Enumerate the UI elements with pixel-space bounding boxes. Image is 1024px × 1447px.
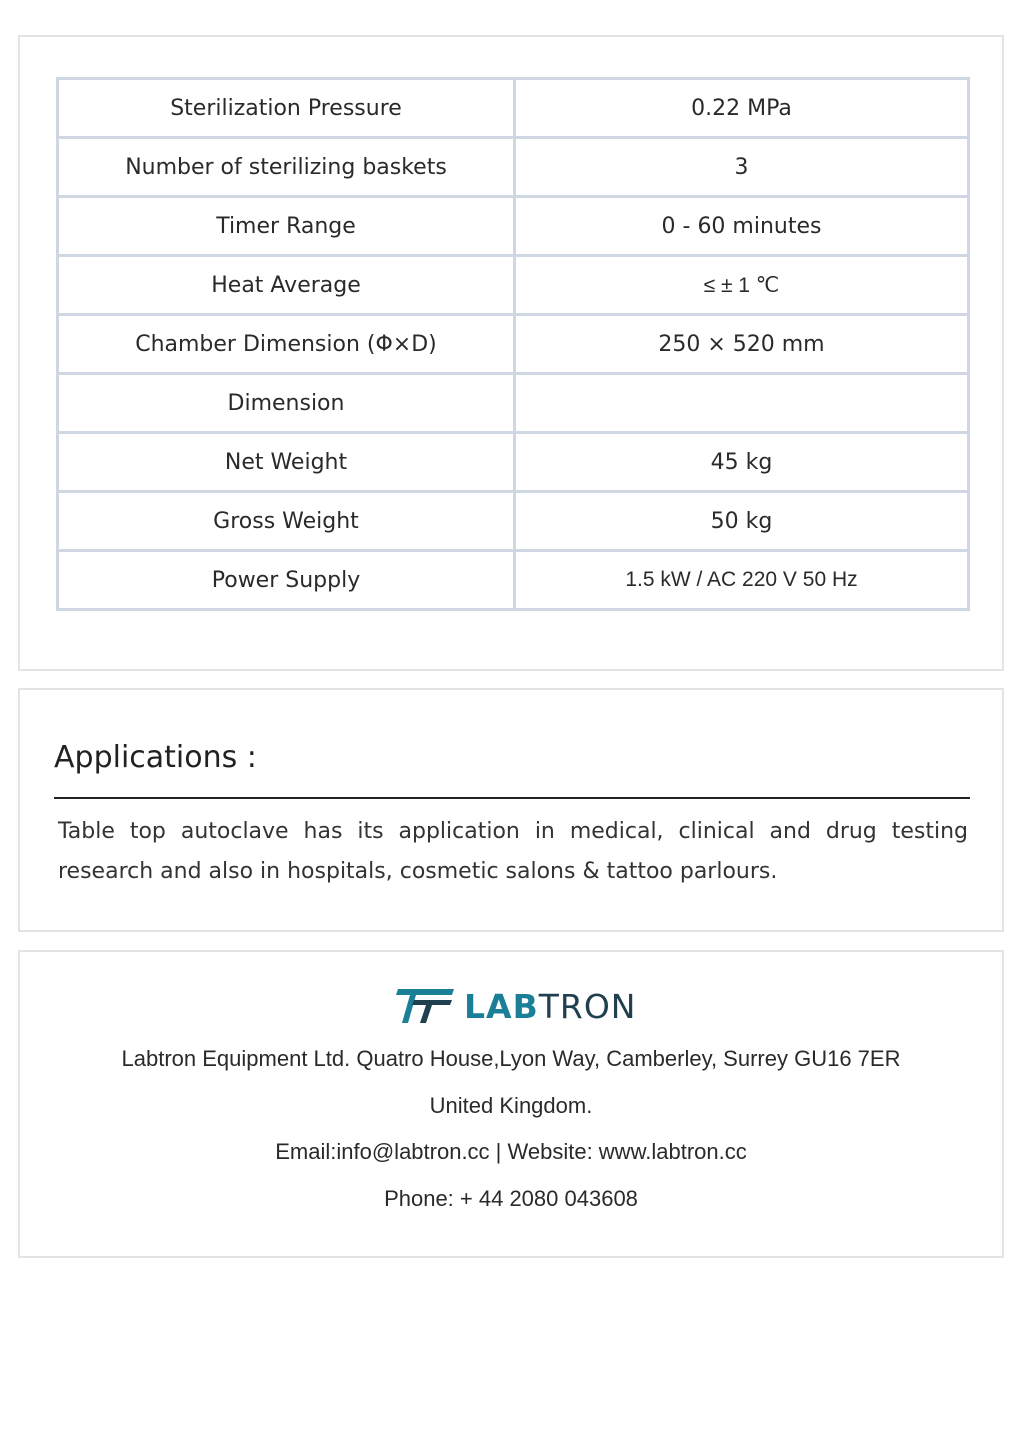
spec-label: Timer Range bbox=[58, 197, 515, 256]
spec-value: 1.5 kW / AC 220 V 50 Hz bbox=[515, 551, 969, 610]
table-row bbox=[58, 433, 969, 492]
table-row bbox=[58, 197, 969, 256]
labtron-logo-icon bbox=[396, 986, 456, 1026]
spec-value: 3 bbox=[515, 138, 969, 197]
spec-label: Dimension bbox=[58, 374, 515, 433]
table-row bbox=[58, 374, 969, 433]
spec-label: Heat Average bbox=[58, 256, 515, 315]
address-line-1: Labtron Equipment Ltd. Quatro House,Lyon Way, Camberley, Surrey GU16 7ER bbox=[121, 1046, 901, 1071]
spec-label: Sterilization Pressure bbox=[58, 79, 515, 138]
spec-label: Net Weight bbox=[58, 433, 515, 492]
spec-value bbox=[515, 374, 969, 433]
table-row bbox=[58, 256, 969, 315]
logo-wordmark: LABTRON bbox=[464, 986, 637, 1026]
spec-label: Gross Weight bbox=[58, 492, 515, 551]
spec-value: 50 kg bbox=[515, 492, 969, 551]
address-line-2: United Kingdom. bbox=[429, 1093, 593, 1118]
contact-line: Email:info@labtron.cc | Website: www.labtron.cc bbox=[275, 1139, 747, 1164]
table-row bbox=[58, 138, 969, 197]
table-row bbox=[58, 79, 969, 138]
spec-value: ≤ ± 1 ℃ bbox=[515, 256, 969, 315]
table-row bbox=[58, 551, 969, 610]
spec-label: Power Supply bbox=[58, 551, 515, 610]
spec-label: Chamber Dimension (Φ×D) bbox=[58, 315, 515, 374]
labtron-logo bbox=[396, 982, 636, 1030]
specifications-table bbox=[56, 77, 970, 611]
spec-value: 0.22 MPa bbox=[515, 79, 969, 138]
spec-label: Number of sterilizing baskets bbox=[58, 138, 515, 197]
table-row bbox=[58, 492, 969, 551]
applications-text: Table top autoclave has its application in medical, clinical and drug testing research and also in hospitals, cosmetic salons & tattoo parlours. bbox=[58, 819, 968, 884]
applications-title: Applications : bbox=[54, 740, 257, 775]
specifications-card bbox=[18, 35, 1004, 671]
company-footer bbox=[18, 950, 1004, 1258]
divider bbox=[54, 797, 970, 799]
phone-line: Phone: + 44 2080 043608 bbox=[384, 1186, 638, 1211]
spec-value: 250 × 520 mm bbox=[515, 315, 969, 374]
spec-value: 0 - 60 minutes bbox=[515, 197, 969, 256]
table-row bbox=[58, 315, 969, 374]
applications-card bbox=[18, 688, 1004, 932]
spec-value: 45 kg bbox=[515, 433, 969, 492]
